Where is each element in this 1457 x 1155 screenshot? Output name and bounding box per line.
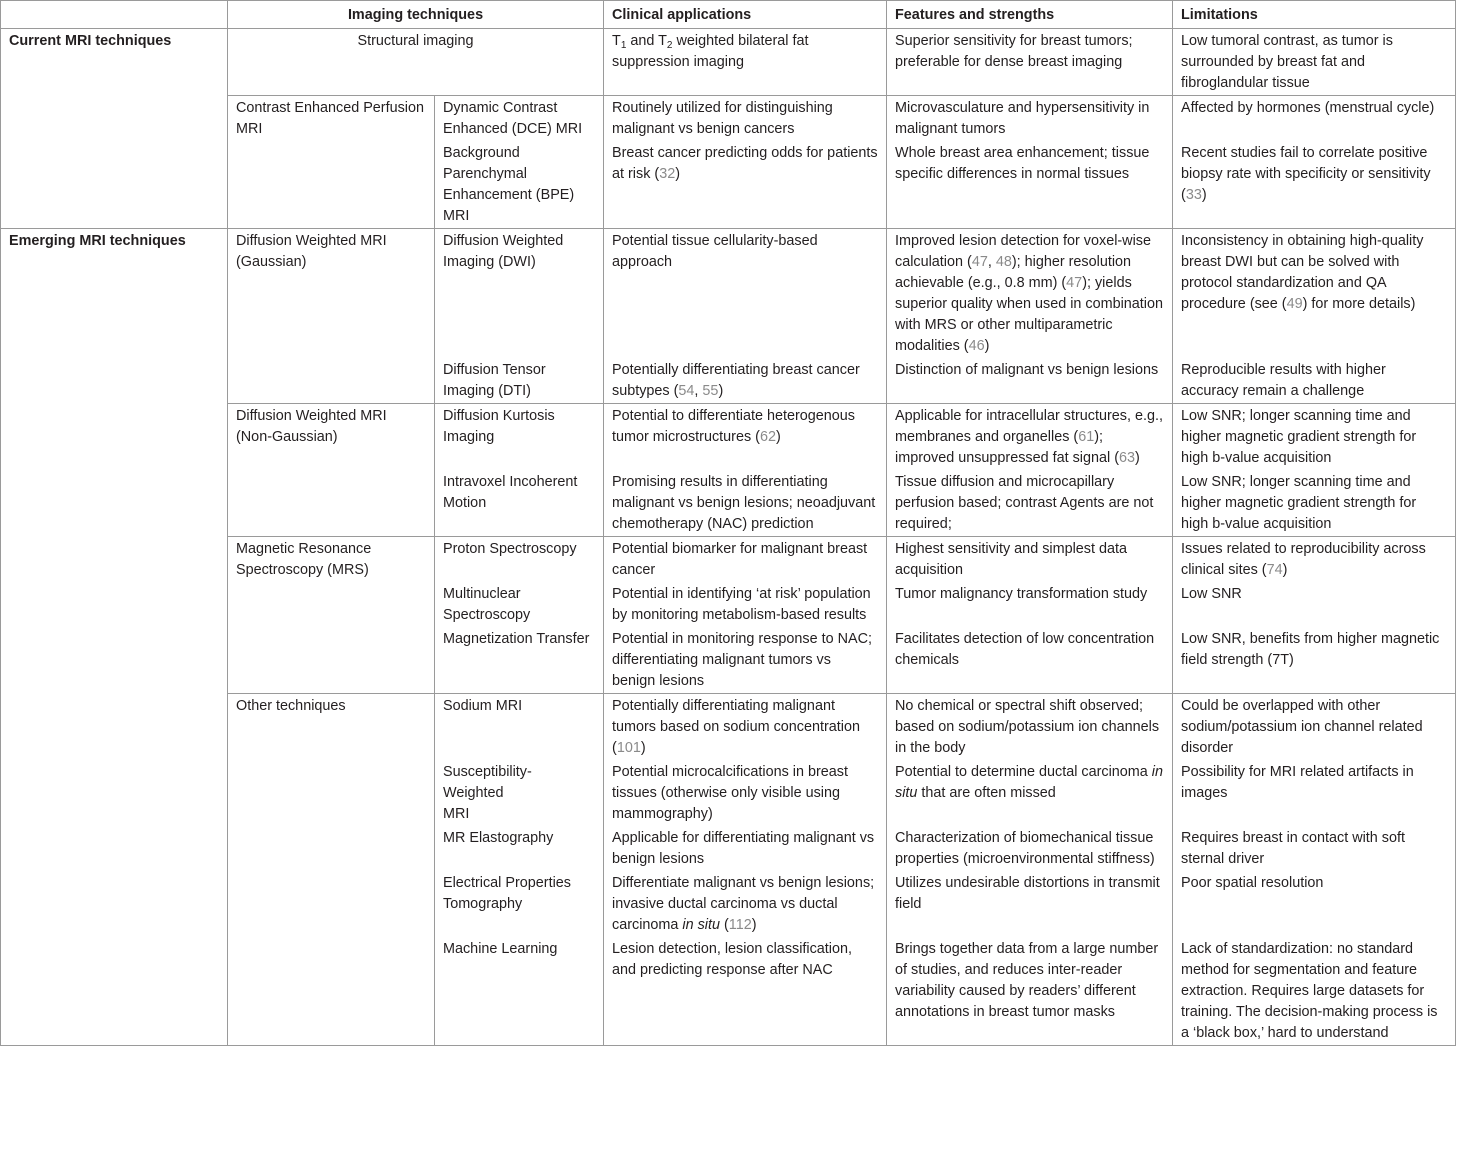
clinical-proton: Potential biomarker for malignant breast cancer: [604, 537, 887, 583]
features-ept: Utilizes undesirable distortions in transmit field: [887, 871, 1173, 937]
limitations-swi: Possibility for MRI related artifacts in images: [1173, 760, 1456, 826]
limitations-dki: Low SNR; longer scanning time and higher magnetic gradient strength for high b-value acquisition: [1173, 404, 1456, 471]
features-dti: Distinction of malignant vs benign lesions: [887, 358, 1173, 404]
features-swi: Potential to determine ductal carcinoma in situ that are often missed: [887, 760, 1173, 826]
technique-dwi: Diffusion Weighted Imaging (DWI): [435, 229, 604, 359]
group-dw-gaussian: Diffusion Weighted MRI (Gaussian): [228, 229, 435, 404]
features-dwi: Improved lesion detection for voxel-wise calculation (47, 48); higher resolution achievable (e.g., 0.8 mm) (47); yields superior quality when used in combination with MRS or other multiparametric modalities (46): [887, 229, 1173, 359]
technique-multinuclear: Multinuclear Spectroscopy: [435, 582, 604, 627]
clinical-bpe: Breast cancer predicting odds for patients at risk (32): [604, 141, 887, 229]
header-limitations: Limitations: [1173, 1, 1456, 29]
features-ivim: Tissue diffusion and microcapillary perfusion based; contrast Agents are not required;: [887, 470, 1173, 537]
technique-swi: Susceptibility- Weighted MRI: [435, 760, 604, 826]
limitations-sodium: Could be overlapped with other sodium/potassium ion channel related disorder: [1173, 694, 1456, 761]
group-other: Other techniques: [228, 694, 435, 1046]
clinical-mre: Applicable for differentiating malignant vs benign lesions: [604, 826, 887, 871]
technique-mt: Magnetization Transfer: [435, 627, 604, 694]
features-dce: Microvasculature and hypersensitivity in malignant tumors: [887, 96, 1173, 142]
table-row: [1, 29, 1456, 96]
technique-ivim: Intravoxel Incoherent Motion: [435, 470, 604, 537]
features-dki: Applicable for intracellular structures, e.g., membranes and organelles (61); improved unsuppressed fat signal (63): [887, 404, 1173, 471]
limitations-ml: Lack of standardization: no standard method for segmentation and feature extraction. Requires large datasets for training. The decision-making process is a ‘black box,’ hard to understand: [1173, 937, 1456, 1046]
section-current: Current MRI techniques: [1, 29, 228, 229]
clinical-mt: Potential in monitoring response to NAC; differentiating malignant tumors vs benign lesions: [604, 627, 887, 694]
technique-ml: Machine Learning: [435, 937, 604, 1046]
section-emerging: Emerging MRI techniques: [1, 229, 228, 1046]
group-mrs: Magnetic Resonance Spectroscopy (MRS): [228, 537, 435, 694]
clinical-structural: $T_1$ and $T_2$ weighted bilateral fat suppression imaging: [604, 29, 887, 96]
limitations-ept: Poor spatial resolution: [1173, 871, 1456, 937]
clinical-multinuclear: Potential in identifying ‘at risk’ population by monitoring metabolism-based results: [604, 582, 887, 627]
group-contrast-enhanced: Contrast Enhanced Perfusion MRI: [228, 96, 435, 229]
limitations-multinuclear: Low SNR: [1173, 582, 1456, 627]
technique-mre: MR Elastography: [435, 826, 604, 871]
features-structural: Superior sensitivity for breast tumors; preferable for dense breast imaging: [887, 29, 1173, 96]
features-multinuclear: Tumor malignancy transformation study: [887, 582, 1173, 627]
features-bpe: Whole breast area enhancement; tissue specific differences in normal tissues: [887, 141, 1173, 229]
features-mre: Characterization of biomechanical tissue properties (microenvironmental stiffness): [887, 826, 1173, 871]
technique-dki: Diffusion Kurtosis Imaging: [435, 404, 604, 471]
limitations-dti: Reproducible results with higher accuracy remain a challenge: [1173, 358, 1456, 404]
features-sodium: No chemical or spectral shift observed; based on sodium/potassium ion channels in the body: [887, 694, 1173, 761]
header-blank: [1, 1, 228, 29]
clinical-dwi: Potential tissue cellularity-based approach: [604, 229, 887, 359]
header-features-strengths: Features and strengths: [887, 1, 1173, 29]
clinical-ml: Lesion detection, lesion classification, and predicting response after NAC: [604, 937, 887, 1046]
clinical-dki: Potential to differentiate heterogenous tumor microstructures (62): [604, 404, 887, 471]
clinical-dti: Potentially differentiating breast cancer subtypes (54, 55): [604, 358, 887, 404]
limitations-dwi: Inconsistency in obtaining high-quality breast DWI but can be solved with protocol standardization and QA procedure (see (49) for more details): [1173, 229, 1456, 359]
features-ml: Brings together data from a large number of studies, and reduces inter-reader variability caused by readers’ different annotations in breast tumor masks: [887, 937, 1173, 1046]
features-proton: Highest sensitivity and simplest data acquisition: [887, 537, 1173, 583]
clinical-sodium: Potentially differentiating malignant tumors based on sodium concentration (101): [604, 694, 887, 761]
technique-proton: Proton Spectroscopy: [435, 537, 604, 583]
header-clinical-applications: Clinical applications: [604, 1, 887, 29]
technique-ept: Electrical Properties Tomography: [435, 871, 604, 937]
features-mt: Facilitates detection of low concentration chemicals: [887, 627, 1173, 694]
technique-dce: Dynamic Contrast Enhanced (DCE) MRI: [435, 96, 604, 142]
clinical-swi: Potential microcalcifications in breast tissues (otherwise only visible using mammography): [604, 760, 887, 826]
header-imaging-techniques: Imaging techniques: [228, 1, 604, 29]
table-row: [1, 229, 1456, 359]
technique-structural: Structural imaging: [228, 29, 604, 96]
clinical-dce: Routinely utilized for distinguishing malignant vs benign cancers: [604, 96, 887, 142]
clinical-ivim: Promising results in differentiating malignant vs benign lesions; neoadjuvant chemotherapy (NAC) prediction: [604, 470, 887, 537]
clinical-ept: Differentiate malignant vs benign lesions; invasive ductal carcinoma vs ductal carcinoma in situ (112): [604, 871, 887, 937]
header-row: [1, 1, 1456, 29]
technique-dti: Diffusion Tensor Imaging (DTI): [435, 358, 604, 404]
limitations-ivim: Low SNR; longer scanning time and higher magnetic gradient strength for high b-value acquisition: [1173, 470, 1456, 537]
limitations-dce: Affected by hormones (menstrual cycle): [1173, 96, 1456, 142]
limitations-bpe: Recent studies fail to correlate positive biopsy rate with specificity or sensitivity (33): [1173, 141, 1456, 229]
limitations-mre: Requires breast in contact with soft sternal driver: [1173, 826, 1456, 871]
technique-sodium: Sodium MRI: [435, 694, 604, 761]
limitations-proton: Issues related to reproducibility across clinical sites (74): [1173, 537, 1456, 583]
technique-bpe: Background Parenchymal Enhancement (BPE) MRI: [435, 141, 604, 229]
limitations-structural: Low tumoral contrast, as tumor is surrounded by breast fat and fibroglandular tissue: [1173, 29, 1456, 96]
limitations-mt: Low SNR, benefits from higher magnetic field strength (7T): [1173, 627, 1456, 694]
group-dw-non-gaussian: Diffusion Weighted MRI (Non-Gaussian): [228, 404, 435, 537]
